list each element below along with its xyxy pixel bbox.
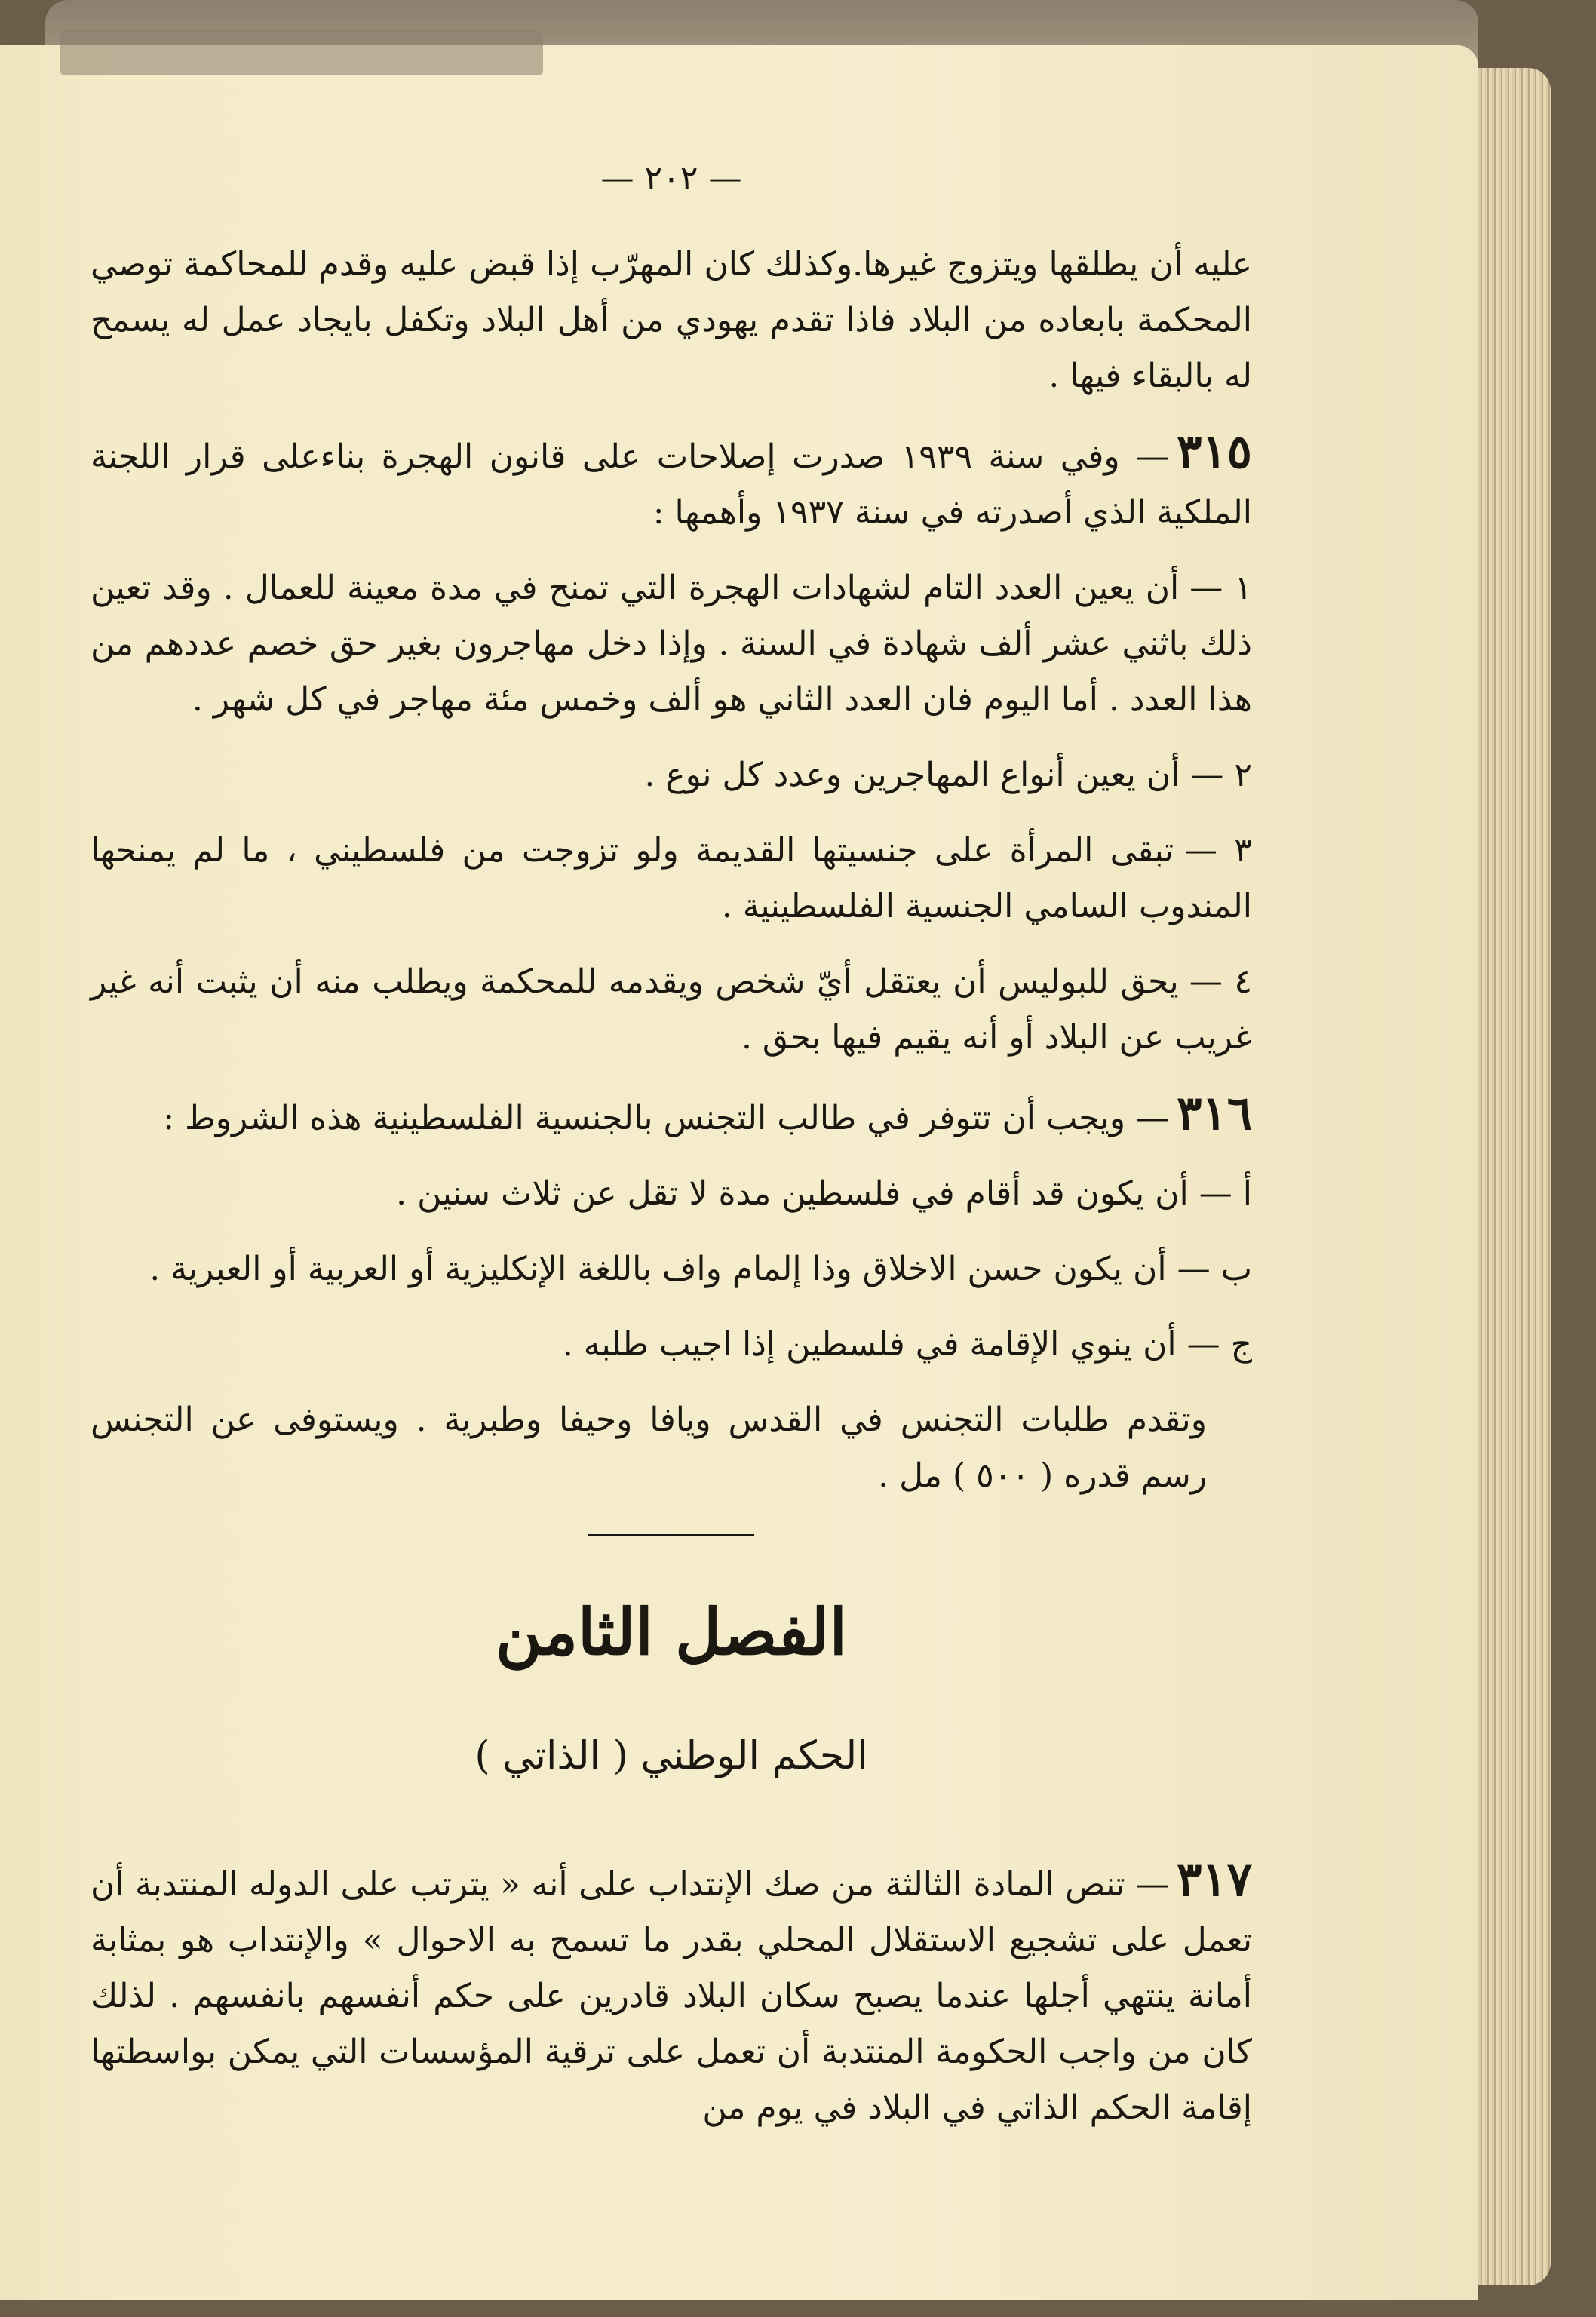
item-text: تبقى المرأة على جنسيتها القديمة ولو تزوجت من فلسطيني ، ما لم يمنحها المندوب السامي الجنسية الفلسطينية . <box>91 831 1252 925</box>
page-text <box>91 151 1252 2156</box>
list-item <box>91 1166 1252 1222</box>
item-text: أن يعين أنواع المهاجرين وعدد كل نوع . <box>644 756 1180 794</box>
closing-paragraph-316: وتقدم طلبات التجنس في القدس ويافا وحيفا وطبرية . ويستوفى عن التجنس رسم قدره ( ٥٠٠ ) مل . <box>91 1401 1207 1495</box>
item-label: ٣ — <box>1184 831 1252 870</box>
item-text: يحق للبوليس أن يعتقل أيّ شخص ويقدمه للمحكمة ويطلب منه أن يثبت أنه غير غريب عن البلاد أو أنه يقيم فيها بحق . <box>91 962 1252 1057</box>
list-item <box>91 560 1252 728</box>
list-item <box>91 823 1252 934</box>
chapter-title: الفصل الثامن <box>496 1594 847 1669</box>
chapter-subtitle: الحكم الوطني ( الذاتي ) <box>474 1733 868 1778</box>
list-item <box>91 1317 1252 1373</box>
item-text: أن ينوي الإقامة في فلسطين إذا اجيب طلبه . <box>562 1325 1177 1364</box>
item-text: أن يكون قد أقام في فلسطين مدة لا تقل عن ثلاث سنين . <box>396 1174 1189 1213</box>
item-label: ٤ — <box>1189 962 1252 1001</box>
list-item <box>91 954 1252 1066</box>
paragraph-text: — وفي سنة ١٩٣٩ صدرت إصلاحات على قانون الهجرة بناءعلى قرار اللجنة الملكية الذي أصدرته في سنة ١٩٣٧ وأهمها : <box>91 437 1252 532</box>
item-label: ب — <box>1177 1250 1252 1288</box>
list-item <box>91 1241 1252 1297</box>
item-label: ٢ — <box>1190 756 1252 794</box>
paragraph-315 <box>91 424 1252 541</box>
item-text: أن يكون حسن الاخلاق وذا إلمام واف باللغة الإنكليزية أو العربية أو العبرية . <box>149 1250 1167 1288</box>
section-divider <box>588 1534 754 1536</box>
item-label: ج — <box>1186 1325 1252 1364</box>
paragraph-text: — تنص المادة الثالثة من صك الإنتداب على أنه « يترتب على الدوله المنتدبة أن تعمل على تشجيع الاستقلال المحلي بقدر ما تسمح به الاحوال » والإنتداب هو بمثابة أمانة ينتهي أجلها عندما يصبح سكان البلاد قادرين على حكم أنفسهم بانفسهم . لذلك كان من واجب الحكومة المنتدبة أن تعمل على ترقية المؤسسات التي يمكن بواسطتها إقامة الحكم الذاتي في البلاد في يوم من <box>91 1865 1252 2127</box>
intro-paragraph: عليه أن يطلقها ويتزوج غيرها.وكذلك كان المهرّب إذا قبض عليه وقدم للمحاكمة توصي المحكمة بابعاده من البلاد فاذا تقدم يهودي من أهل البلاد وتكفل بايجاد عمل له يسمح له بالبقاء فيها . <box>91 245 1252 395</box>
paragraph-number: ٣١٧ <box>1177 1852 1252 1907</box>
paragraph-317 <box>91 1852 1252 2136</box>
item-text: أن يعين العدد التام لشهادات الهجرة التي تمنح في مدة معينة للعمال . وقد تعين ذلك باثني عشر ألف شهادة في السنة . وإذا دخل مهاجرون بغير حق خصم عددهم من هذا العدد . أما اليوم فان العدد الثاني هو ألف وخمس مئة مهاجر في كل شهر . <box>91 569 1252 719</box>
page-edges <box>1478 68 1551 2285</box>
list-item <box>91 747 1252 803</box>
paragraph-316 <box>91 1085 1252 1146</box>
item-label: أ — <box>1199 1174 1252 1213</box>
paragraph-number: ٣١٦ <box>1177 1085 1252 1140</box>
paragraph-text: — ويجب أن تتوفر في طالب التجنس بالجنسية الفلسطينية هذه الشروط : <box>163 1099 1170 1137</box>
paragraph-number: ٣١٥ <box>1177 424 1252 479</box>
tape-mark <box>60 30 543 75</box>
page-number: — ٢٠٢ — <box>600 159 742 198</box>
item-label: ١ — <box>1189 569 1252 607</box>
